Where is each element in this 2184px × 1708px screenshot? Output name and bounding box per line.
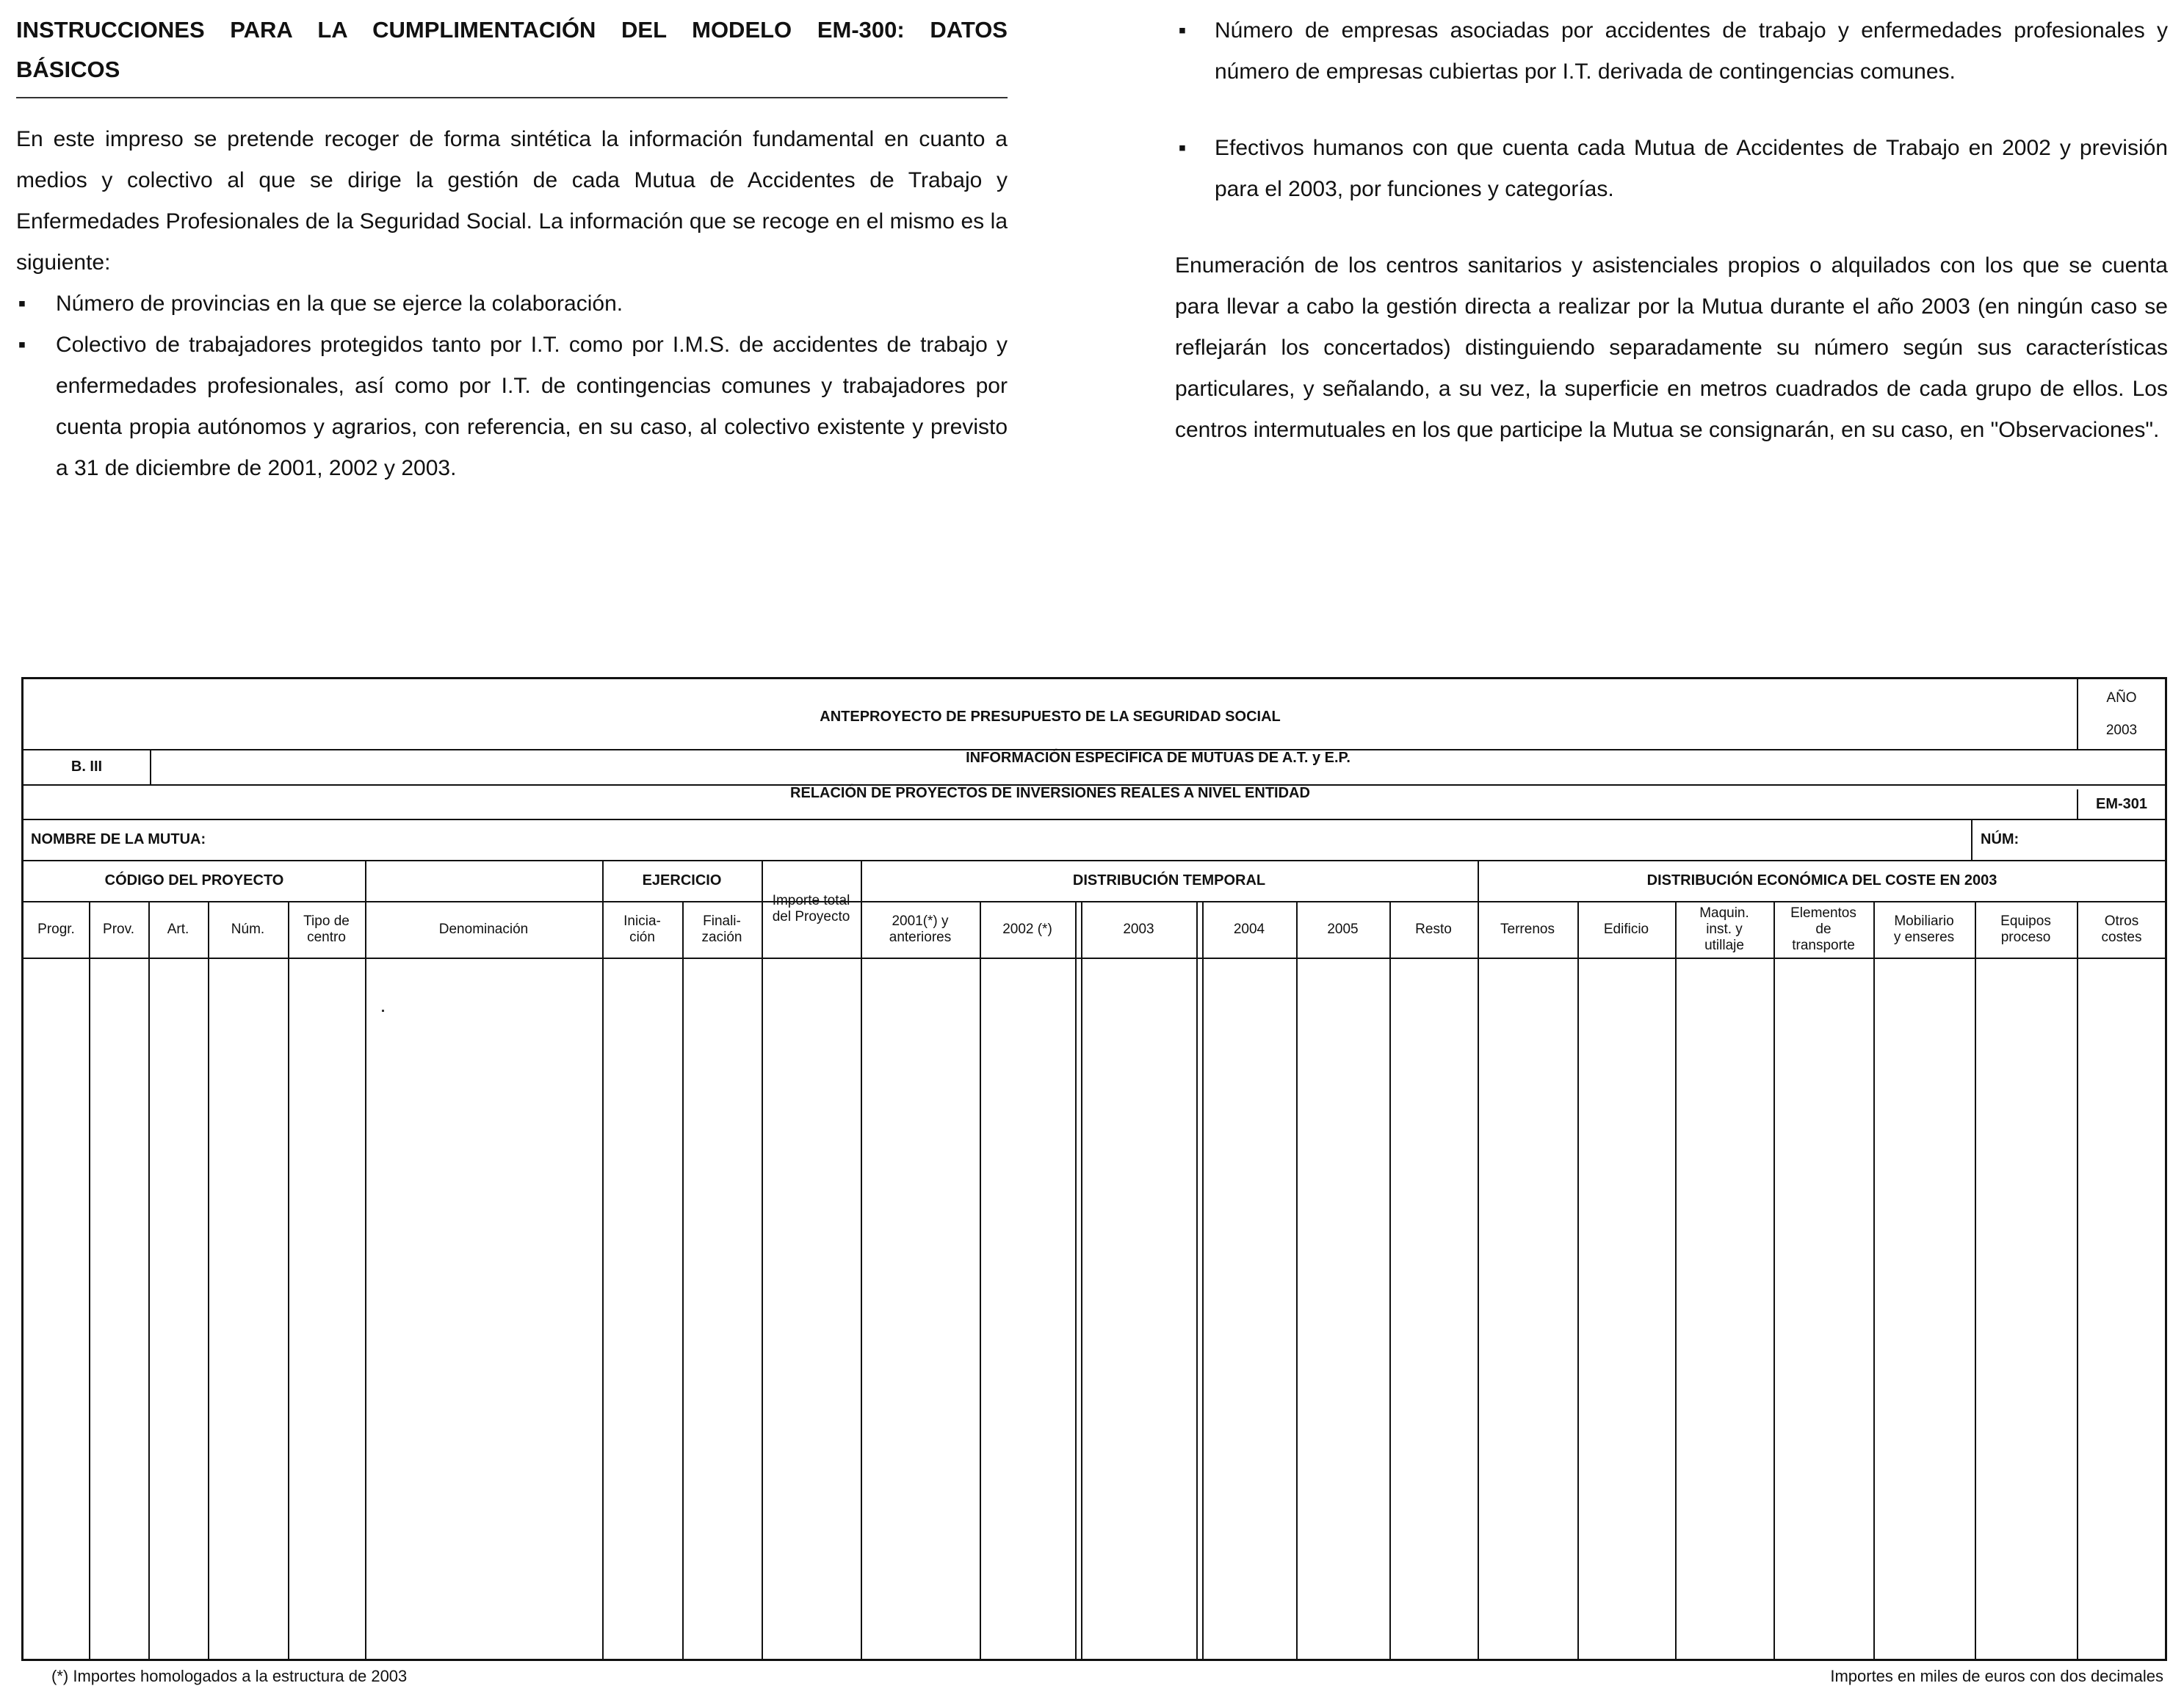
col-2002: 2002 (*) (1002, 921, 1052, 937)
bullet-text: Efectivos humanos con que cuenta cada Mutua de Accidentes de Trabajo en 2002 y previsión para el 2003, por funciones y categorías. (1215, 136, 2168, 201)
instructions-right-column (1175, 10, 2168, 451)
left-bullet-list (16, 283, 1008, 489)
bullet-text: Número de empresas asociadas por accidentes de trabajo y enfermedades profesionales y número de empresas cubiertas por I.T. derivada de contingencias comunes. (1215, 18, 2168, 84)
right-bullet-list (1175, 10, 2168, 210)
bullet-square-icon: ▪ (18, 292, 26, 316)
footnote-units: Importes en miles de euros con dos decimales (1830, 1667, 2163, 1685)
title-underline (16, 97, 1008, 98)
bullet-text: Colectivo de trabajadores protegidos tanto por I.T. como por I.M.S. de accidentes de trabajo y enfermedades profesionales, así como por I.T. de contingencias comunes y trabajadores por cuenta propia autónomos y agrarios, con referencia, en su caso, al colectivo existente y previsto a 31 de diciembre de 2001, 2002 y 2003. (56, 333, 1008, 480)
centers-paragraph: Enumeración de los centros sanitarios y asistenciales propios o alquilados con los que se cuenta para llevar a cabo la gestión directa a realizar por la Mutua durante el año 2003 (en ningún caso se reflejarán los concertados) distinguiendo separadamente su número según sus características particulares, y señalando, a su vez, la superficie en metros cuadrados de cada grupo de ellos. Los centros intermutuales en los que participe la Mutua se consignarán, en su caso, en "Observaciones". (1175, 253, 2168, 442)
group-distribucion-economica: DISTRIBUCIÓN ECONÓMICA DEL COSTE EN 2003 (1646, 872, 1997, 889)
bullet-item (1175, 128, 2168, 210)
col-denominacion: Denominación (438, 921, 529, 937)
col-mobiliario: Mobiliario y enseres (1893, 913, 1955, 945)
mutua-name-label: NOMBRE DE LA MUTUA: (31, 831, 206, 847)
instructions-intro: En este impreso se pretende recoger de forma sintética la información fundamental en cuanto a medios y colectivo al que se dirige la gestión de cada Mutua de Accidentes de Trabajo y Enfermedades Profesionales de la Seguridad Social. La información que se recoge en el mismo es la siguiente: (16, 127, 1008, 275)
col-elementos-transporte: Elementos de transporte (1790, 905, 1856, 953)
form-rule (1971, 819, 1973, 860)
header-importe-total: Importe total del Proyecto (772, 892, 850, 924)
em-301-form (21, 677, 2167, 1661)
col-equipos-proceso: Equipos proceso (2000, 913, 2051, 945)
instructions-title-line-1: INSTRUCCIONES PARA LA CUMPLIMENTACIÓN DEL MODELO EM-300: DATOS (16, 17, 1008, 43)
data-entry-area[interactable] (23, 959, 2166, 1660)
year-label: AÑO (2106, 690, 2137, 706)
year-value: 2003 (2105, 723, 2138, 738)
num-field[interactable] (2050, 823, 2161, 855)
group-ejercicio: EJERCICIO (642, 872, 722, 889)
col-prov: Prov. (103, 921, 134, 937)
group-codigo-proyecto: CÓDIGO DEL PROYECTO (104, 872, 284, 889)
col-finalizacion: Finali- zación (701, 913, 742, 945)
col-2004: 2004 (1233, 921, 1265, 937)
bullet-square-icon: ▪ (18, 333, 26, 357)
form-title: ANTEPROYECTO DE PRESUPUESTO DE LA SEGURIDAD SOCIAL (820, 709, 1281, 725)
col-tipo-centro: Tipo de centro (303, 913, 350, 945)
report-title: RELACIÓN DE PROYECTOS DE INVERSIONES REALES A NIVEL ENTIDAD (790, 784, 1310, 801)
bullet-item (1175, 10, 2168, 93)
mutua-name-field[interactable] (244, 823, 1962, 855)
bullet-square-icon: ▪ (1178, 136, 1187, 160)
col-num: Núm. (231, 921, 265, 937)
section-title: INFORMACIÓN ESPECÍFICA DE MUTUAS DE A.T. y E.P. (966, 749, 1350, 766)
bullet-square-icon: ▪ (1178, 18, 1187, 43)
col-2003: 2003 (1123, 921, 1154, 937)
col-otros-costes: Otros costes (2101, 913, 2142, 945)
bullet-item (16, 283, 1008, 325)
col-resto: Resto (1415, 921, 1452, 937)
instructions-left-column (16, 10, 1008, 489)
instructions-title-line-2: BÁSICOS (16, 57, 120, 82)
footnote-homologados: (*) Importes homologados a la estructura de 2003 (51, 1667, 408, 1685)
col-art: Art. (167, 921, 189, 937)
col-progr: Progr. (37, 921, 75, 937)
section-code: B. III (70, 758, 103, 775)
col-2005: 2005 (1327, 921, 1359, 937)
form-code: EM-301 (2095, 795, 2148, 812)
col-maquinaria: Maquin. inst. y utillaje (1699, 905, 1749, 953)
col-terrenos: Terrenos (1500, 921, 1555, 937)
col-2001-anteriores: 2001(*) y anteriores (889, 913, 952, 945)
bullet-item (16, 325, 1008, 489)
group-distribucion-temporal: DISTRIBUCIÓN TEMPORAL (1072, 872, 1266, 889)
stray-mark (382, 1010, 384, 1012)
num-label: NÚM: (1981, 831, 2020, 847)
bullet-text: Número de provincias en la que se ejerce la colaboración. (56, 292, 623, 316)
col-edificio: Edificio (1603, 921, 1649, 937)
col-iniciacion: Inicia- ción (623, 913, 661, 945)
